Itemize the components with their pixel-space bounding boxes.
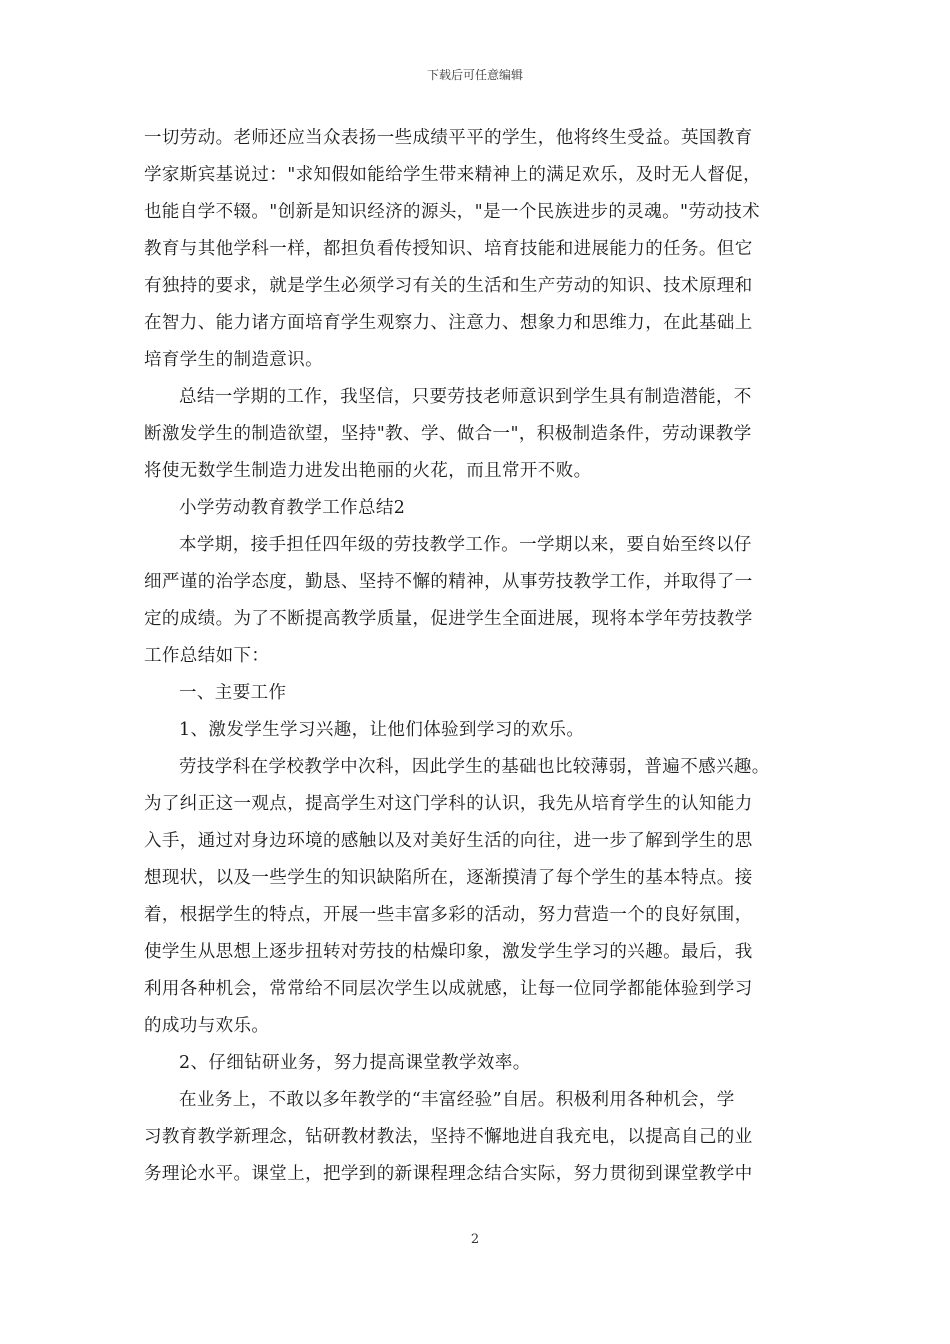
text-line: 劳技学科在学校教学中次科，因此学生的基础也比较薄弱，普遍不感兴趣。 xyxy=(179,757,770,777)
text-line: 一、主要工作 xyxy=(179,683,287,703)
text-line: 总结一学期的工作，我坚信，只要劳技老师意识到学生具有制造潜能，不 xyxy=(179,387,752,407)
text-line: 断激发学生的制造欲望，坚持"教、学、做合一"，积极制造条件，劳动课教学 xyxy=(144,424,752,444)
text-line: 学家斯宾基说过："求知假如能给学生带来精神上的满足欢乐，及时无人督促， xyxy=(144,165,762,185)
text-line: 入手，通过对身边环境的感触以及对美好生活的向往，进一步了解到学生的思 xyxy=(144,831,753,851)
text-line: 工作总结如下： xyxy=(144,646,270,666)
text-line: 为了纠正这一观点，提高学生对这门学科的认识，我先从培育学生的认知能力 xyxy=(144,794,753,814)
text-line: 细严谨的治学态度，勤恳、坚持不懈的精神，从事劳技教学工作，并取得了一 xyxy=(144,572,753,592)
text-line: 在业务上，不敢以多年教学的“丰富经验”自居。积极利用各种机会，学 xyxy=(179,1090,735,1110)
text-line: 着，根据学生的特点，开展一些丰富多彩的活动，努力营造一个的良好氛围， xyxy=(144,905,753,925)
text-line: 教育与其他学科一样，都担负看传授知识、培育技能和进展能力的任务。但它 xyxy=(144,239,753,259)
page-number: 2 xyxy=(470,1232,480,1247)
text-line: 培育学生的制造意识。 xyxy=(144,350,323,370)
heading xyxy=(144,675,808,712)
paragraph xyxy=(144,379,808,490)
subheading xyxy=(144,1045,808,1082)
text-line: 在智力、能力诸方面培育学生观察力、注意力、想象力和思维力，在此基础上 xyxy=(144,313,753,333)
text-line: 定的成绩。为了不断提高教学质量，促进学生全面进展，现将本学年劳技教学 xyxy=(144,609,753,629)
text-line: 的成功与欢乐。 xyxy=(144,1016,270,1036)
text-line: 2、仔细钻研业务，努力提高课堂教学效率。 xyxy=(179,1053,531,1073)
document-body xyxy=(144,120,808,1193)
text-line: 使学生从思想上逐步扭转对劳技的枯燥印象，激发学生学习的兴趣。最后，我 xyxy=(144,942,753,962)
text-line: 小学劳动教育教学工作总结2 xyxy=(179,498,406,518)
text-line: 本学期，接手担任四年级的劳技教学工作。一学期以来，要自始至终以仔 xyxy=(179,535,752,555)
text-line: 想现状，以及一些学生的知识缺陷所在，逐渐摸清了每个学生的基本特点。接 xyxy=(144,868,753,888)
page-header: 下载后可任意编辑 xyxy=(426,68,523,82)
text-line: 利用各种机会，常常给不同层次学生以成就感，让每一位同学都能体验到学习 xyxy=(144,979,753,999)
text-line: 有独持的要求，就是学生必须学习有关的生活和生产劳动的知识、技术原理和 xyxy=(144,276,753,296)
text-line: 习教育教学新理念，钻研教材教法，坚持不懈地进自我充电，以提高自己的业 xyxy=(144,1127,753,1147)
section-title xyxy=(144,490,808,527)
text-line: 将使无数学生制造力进发出艳丽的火花，而且常开不败。 xyxy=(144,461,592,481)
text-line: 也能自学不辍。"创新是知识经济的源头，"是一个民族进步的灵魂。"劳动技术 xyxy=(144,202,761,222)
text-line: 一切劳动。老师还应当众表扬一些成绩平平的学生，他将终生受益。英国教育 xyxy=(144,128,753,148)
subheading xyxy=(144,712,808,749)
text-line: 务理论水平。课堂上，把学到的新课程理念结合实际，努力贯彻到课堂教学中 xyxy=(144,1164,753,1184)
paragraph xyxy=(144,1082,808,1193)
paragraph xyxy=(144,749,808,1045)
paragraph xyxy=(144,527,808,675)
text-line: 1、激发学生学习兴趣，让他们体验到学习的欢乐。 xyxy=(179,720,585,740)
paragraph xyxy=(144,120,808,379)
